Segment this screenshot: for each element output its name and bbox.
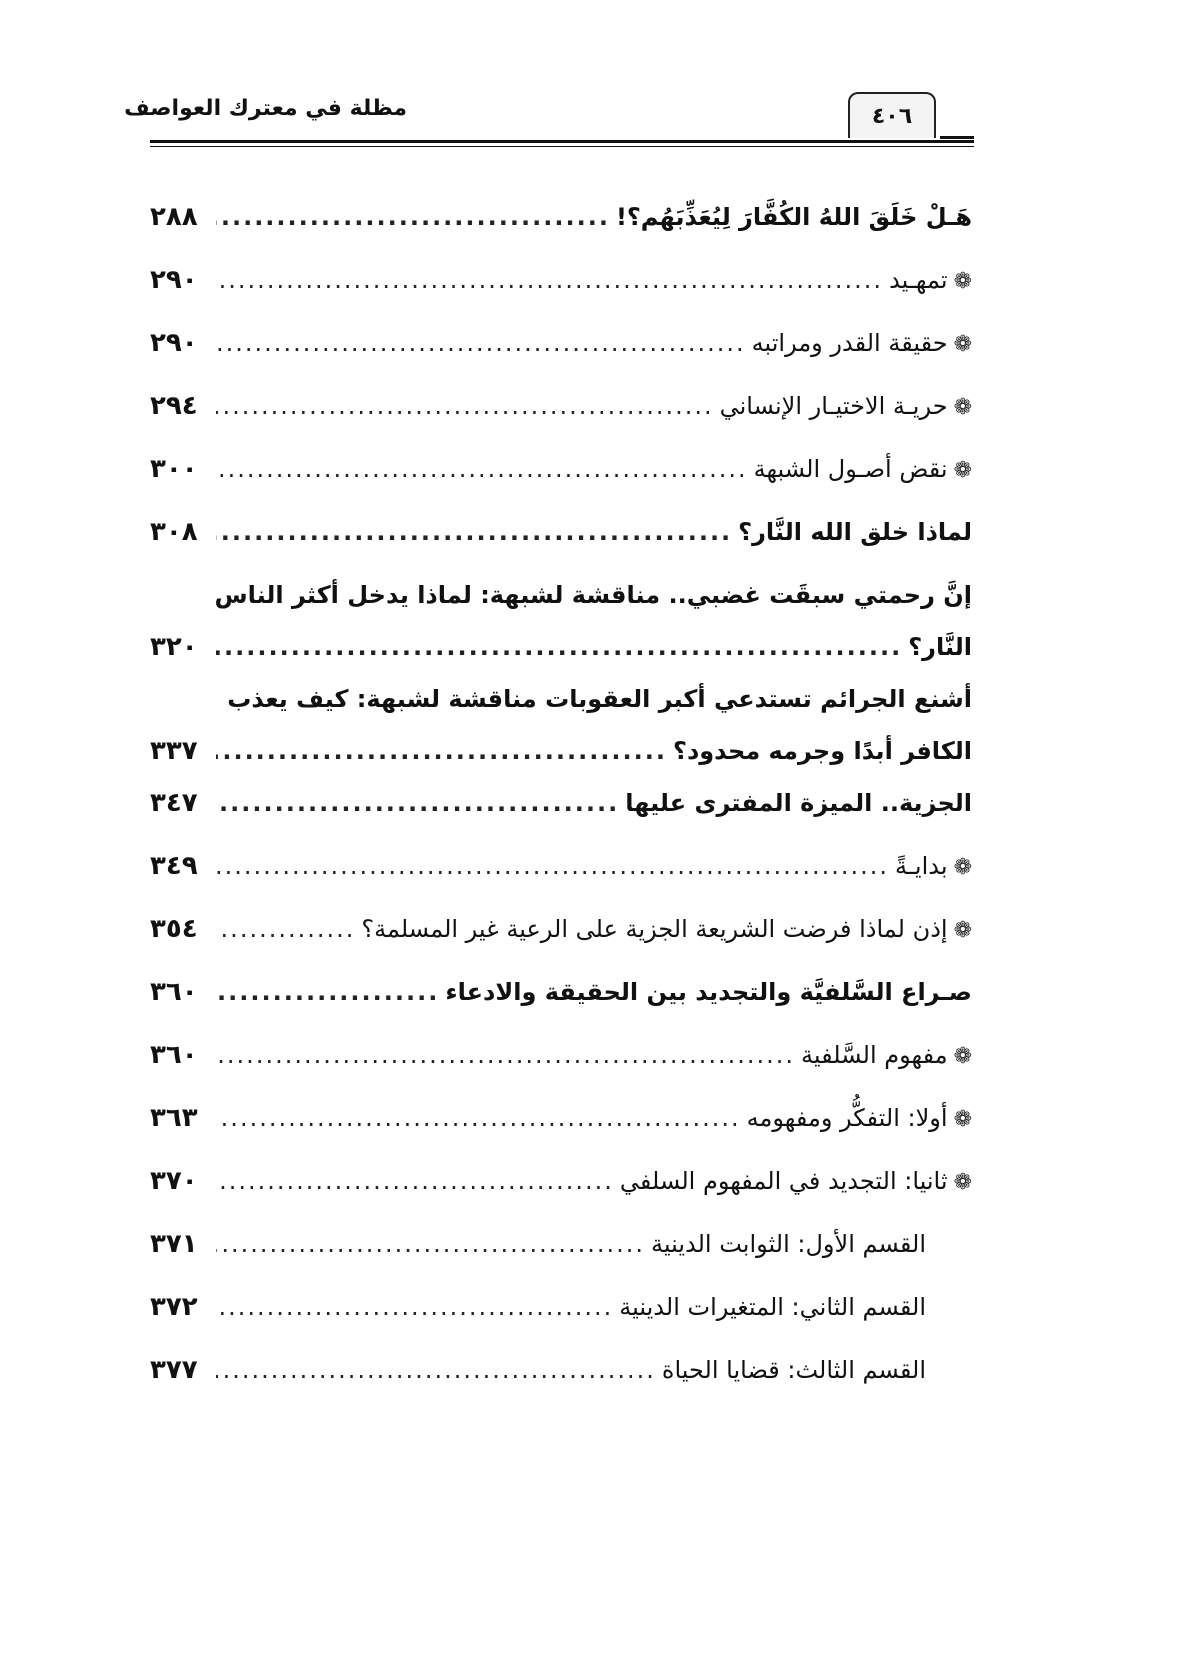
toc-page-number: ٣٦٣ <box>150 1103 198 1133</box>
toc-page-number: ٣٤٧ <box>150 788 198 818</box>
flower-bullet-icon: ❁ <box>953 855 972 880</box>
page-number: ٤٠٦ <box>871 103 913 129</box>
toc-line <box>150 1219 972 1282</box>
toc-page-number: ٣٠٠ <box>150 454 198 484</box>
toc-line <box>150 1156 972 1219</box>
dot-leader <box>216 1030 795 1080</box>
toc-entry[interactable] <box>150 1093 972 1156</box>
dot-leader <box>216 1156 614 1206</box>
dot-leader <box>216 255 883 305</box>
toc-entry[interactable] <box>150 570 972 674</box>
flower-bullet-icon: ❁ <box>953 1107 972 1132</box>
toc-line <box>150 255 972 318</box>
toc-page-number: ٣٧٢ <box>150 1292 198 1322</box>
dot-leader <box>216 841 889 891</box>
toc-page-number: ٣٧١ <box>150 1229 198 1259</box>
toc-entry[interactable] <box>150 778 972 841</box>
flower-bullet-icon: ❁ <box>953 395 972 420</box>
toc-entry[interactable] <box>150 1282 972 1345</box>
dot-leader <box>216 967 439 1017</box>
toc-line <box>150 674 972 726</box>
toc-entry-title: ثانيا: التجديد في المفهوم السلفي <box>619 1167 948 1195</box>
toc-page-number: ٣٣٧ <box>150 736 198 766</box>
toc-page-number: ٣٦٠ <box>150 977 198 1007</box>
toc-entry-title: القسم الأول: الثوابت الدينية <box>650 1230 926 1258</box>
dot-leader <box>216 381 714 431</box>
flower-bullet-icon: ❁ <box>953 269 972 294</box>
dot-leader <box>216 904 355 954</box>
toc-entry[interactable] <box>150 1030 972 1093</box>
table-of-contents <box>150 192 972 1408</box>
toc-page-number: ٣٥٤ <box>150 914 198 944</box>
header-rule <box>940 136 974 139</box>
toc-entry[interactable] <box>150 381 972 444</box>
toc-line <box>150 192 972 255</box>
header-rule <box>150 146 974 147</box>
toc-page-number: ٣٧٧ <box>150 1355 198 1385</box>
dot-leader <box>216 444 748 494</box>
toc-line <box>150 778 972 841</box>
flower-bullet-icon: ❁ <box>953 1170 972 1195</box>
dot-leader <box>216 507 732 557</box>
toc-entry-title: صـراع السَّلفيَّة والتجديد بين الحقيقة والادعاء <box>445 978 972 1006</box>
flower-bullet-icon: ❁ <box>953 1044 972 1069</box>
running-header-title: مظلة في معترك العواصف <box>124 96 407 121</box>
toc-entry-title: النَّار؟ <box>908 633 972 661</box>
toc-page-number: ٣٤٩ <box>150 851 198 881</box>
toc-entry-title: الجزية.. الميزة المفترى عليها <box>625 789 972 817</box>
toc-entry-title: بدايـةً <box>895 852 948 880</box>
toc-entry-title: لماذا خلق الله النَّار؟ <box>738 518 972 546</box>
header-rule <box>150 140 974 143</box>
toc-line <box>150 1093 972 1156</box>
toc-entry-title: هَـلْ خَلَقَ اللهُ الكُفَّارَ لِيُعَذِّبَهُم؟! <box>615 203 972 231</box>
toc-entry-title: القسم الثالث: قضايا الحياة <box>661 1356 926 1384</box>
toc-entry[interactable] <box>150 1156 972 1219</box>
toc-line <box>150 381 972 444</box>
dot-leader <box>216 1282 613 1332</box>
toc-page-number: ٣٦٠ <box>150 1040 198 1070</box>
flower-bullet-icon: ❁ <box>953 332 972 357</box>
toc-line <box>150 1345 972 1408</box>
dot-leader <box>216 1093 741 1143</box>
dot-leader <box>216 778 619 828</box>
toc-entry-title: أشنع الجرائم تستدعي أكبر العقوبات مناقشة لشبهة: كيف يعذب <box>227 685 972 713</box>
toc-entry-title: نقض أصـول الشبهة <box>753 455 948 483</box>
toc-entry-title: القسم الثاني: المتغيرات الدينية <box>619 1293 926 1321</box>
toc-entry[interactable] <box>150 904 972 967</box>
toc-entry[interactable] <box>150 1219 972 1282</box>
toc-line <box>150 967 972 1030</box>
toc-line <box>150 726 972 778</box>
flower-bullet-icon: ❁ <box>953 918 972 943</box>
toc-entry[interactable] <box>150 507 972 570</box>
toc-line <box>150 444 972 507</box>
toc-page-number: ٢٨٨ <box>150 202 198 232</box>
toc-entry[interactable] <box>150 1345 972 1408</box>
toc-entry-title: تمهـيد <box>889 266 948 294</box>
toc-entry-title: حريـة الاختيـار الإنساني <box>719 392 948 420</box>
toc-entry[interactable] <box>150 192 972 255</box>
toc-entry-title: إذن لماذا فرضت الشريعة الجزية على الرعية غير المسلمة؟ <box>361 915 948 943</box>
toc-line <box>150 1282 972 1345</box>
toc-entry-title: إنَّ رحمتي سبقَت غضبي.. مناقشة لشبهة: لماذا يدخل أكثر الناس <box>214 581 972 609</box>
toc-page-number: ٣٢٠ <box>150 632 198 662</box>
dot-leader <box>216 318 746 368</box>
toc-page-number: ٢٩٤ <box>150 391 198 421</box>
toc-entry[interactable] <box>150 318 972 381</box>
dot-leader <box>216 1219 645 1269</box>
toc-entry[interactable] <box>150 444 972 507</box>
toc-page-number: ٣٧٠ <box>150 1166 198 1196</box>
toc-entry-title: الكافر أبدًا وجرمه محدود؟ <box>673 737 972 765</box>
toc-entry[interactable] <box>150 967 972 1030</box>
toc-entry[interactable] <box>150 255 972 318</box>
toc-line <box>150 507 972 570</box>
toc-entry-title: مفهوم السَّلفية <box>801 1041 948 1069</box>
dot-leader <box>216 192 610 242</box>
toc-entry-title: أولا: التفكُّر ومفهومه <box>746 1104 948 1132</box>
toc-line <box>150 622 972 674</box>
toc-page-number: ٣٠٨ <box>150 517 198 547</box>
dot-leader <box>216 726 667 776</box>
toc-entry-title: حقيقة القدر ومراتبه <box>751 329 948 357</box>
toc-line <box>150 318 972 381</box>
toc-page-number: ٢٩٠ <box>150 265 198 295</box>
dot-leader <box>216 1345 656 1395</box>
toc-line <box>150 841 972 904</box>
toc-entry[interactable] <box>150 841 972 904</box>
toc-page-number: ٢٩٠ <box>150 328 198 358</box>
dot-leader <box>216 622 902 672</box>
page-number-box <box>848 92 936 138</box>
toc-line <box>150 570 972 622</box>
toc-line <box>150 1030 972 1093</box>
toc-entry[interactable] <box>150 674 972 778</box>
flower-bullet-icon: ❁ <box>953 458 972 483</box>
toc-line <box>150 904 972 967</box>
